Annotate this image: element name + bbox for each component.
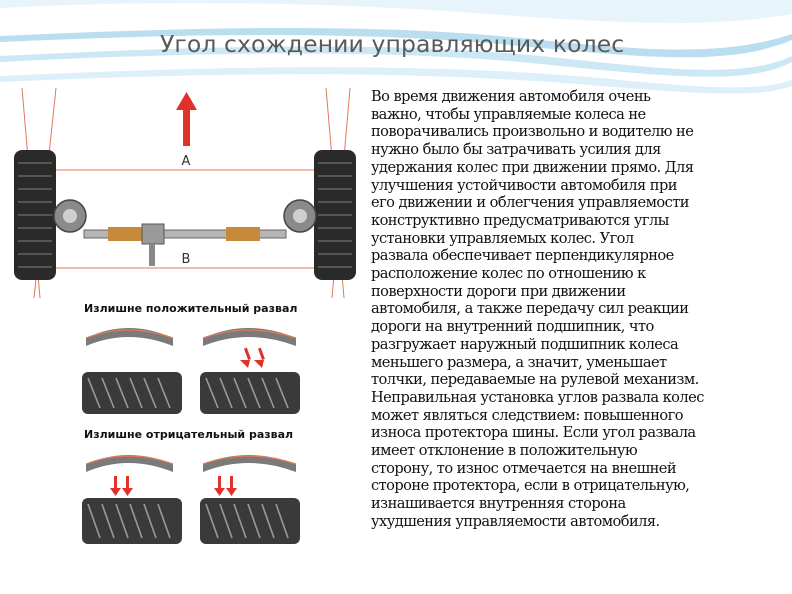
paragraph-line: улучшения устойчивости автомобиля при [371,176,677,194]
paragraph-line: Во время движения автомобиля очень [371,88,651,105]
paragraph-line: стороне протектора, если в отрицательную, [371,477,690,495]
dimension-label-b: B [181,252,191,267]
page-title: Угол схождении управляющих колес [160,30,625,58]
left-tire [14,150,56,280]
negative-tire-left [82,498,182,544]
paragraph-line: разгружает наружный подшипник колеса [371,335,679,353]
watermark-smudge [600,538,780,568]
paragraph-line: износа протектора шины. Если угол развала [371,424,696,442]
paragraph-line: имеет отклонение в положительную [371,442,638,460]
tread-wear-panel [78,298,303,558]
body-paragraph [371,88,791,531]
paragraph-line: его движении и облегчения управляемости [371,194,689,212]
paragraph-line: дороги на внутренний подшипник, что [371,318,654,336]
negative-tire-right [200,498,300,544]
paragraph-line: расположение колес по отношению к [371,265,646,283]
right-tire [314,150,356,280]
positive-camber-label: Излишне положительный развал [84,302,298,315]
toe-diagram [0,88,370,298]
paragraph-line: сторону, то износ отмечается на внешней [371,459,677,477]
paragraph-line: развала обеспечивает перпендикулярное [371,247,674,265]
paragraph-line: толчки, передаваемые на рулевой механизм. [371,371,699,389]
paragraph-line: удержания колес при движении прямо. Для [371,158,694,176]
paragraph-line: конструктивно предусматриваются углы [371,211,669,229]
paragraph-line: поверхности дороги при движении [371,282,626,300]
paragraph-line: ухудшения управляемости автомобиля. [371,512,660,530]
paragraph-line: Неправильная установка углов развала колес [371,388,704,406]
left-hub [54,200,86,232]
paragraph-line: поворачивались произвольно и водителю не [371,123,694,141]
paragraph-line: нужно было бы затрачивать усилия для [371,141,661,159]
paragraph-line: может являться следствием: повышенного [371,406,683,424]
paragraph-line: изнашивается внутренняя сторона [371,495,626,513]
dimension-label-a: A [181,154,191,169]
negative-camber-label: Излишне отрицательный развал [84,428,294,441]
positive-tire-right [200,372,300,414]
paragraph-line: важно, чтобы управляемые колеса не [371,105,646,123]
paragraph-line: автомобиля, а также передачу сил реакции [371,300,689,318]
right-hub [284,200,316,232]
paragraph-line: меньшего размера, а значит, уменьшает [371,353,667,371]
paragraph-line: установки управляемых колес. Угол [371,229,634,247]
positive-tire-left [82,372,182,414]
forward-arrow-icon [176,92,197,146]
